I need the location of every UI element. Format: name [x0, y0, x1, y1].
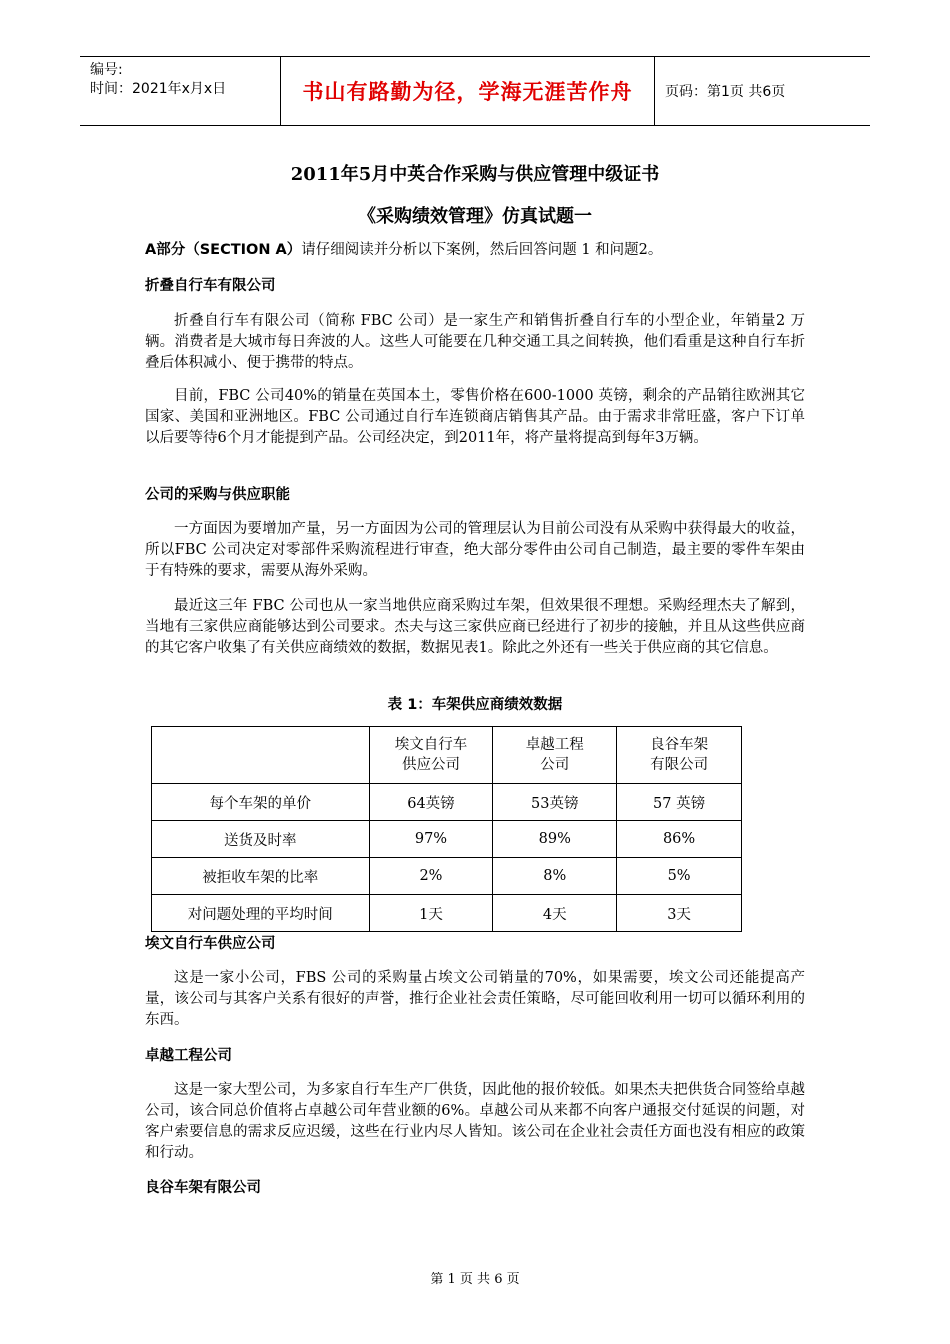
table-corner-cell	[152, 727, 370, 784]
aiwen-paragraph: 这是一家小公司，FBS 公司的采购量占埃文公司销量的70%，如果需要，埃文公司还能提高产量，该公司与其客户关系有很好的声誉，推行企业社会责任策略，尽可能回收利用一切可以循环利用的东西。	[145, 970, 805, 1028]
doc-title: 2011年5月中英合作采购与供应管理中级证书	[290, 164, 660, 185]
doc-time-label: 时间：2021年x月x日	[90, 81, 227, 97]
supplier-name-line: 埃文自行车	[394, 737, 468, 753]
table-cell: 86%	[617, 821, 742, 858]
company-heading: 折叠自行车有限公司	[145, 278, 276, 294]
procurement-paragraph-2: 最近这三年 FBC 公司也从一家当地供应商采购过车架，但效果很不理想。采购经理杰夫了解到，当地有三家供应商能够达到公司要求。杰夫与这三家供应商已经进行了初步的接触，并且从这些供应商的其它客户收集了有关供应商绩效的数据，数据见表1。除此之外还有一些关于供应商的其它信息。	[145, 598, 805, 656]
section-label: A部分（SECTION A）	[145, 242, 302, 258]
supplier-name-line: 有限公司	[650, 757, 709, 773]
zhuoyue-paragraph: 这是一家大型公司，为多家自行车生产厂供货，因此他的报价较低。如果杰夫把供货合同签给卓越公司，该合同总价值将占卓越公司年营业额的6%。卓越公司从来都不向客户通报交付延误的问题，对客户索要信息的需求反应迟缓，这些在行业内尽人皆知。该公司在企业社会责任方面也没有相应的政策和行动。	[145, 1082, 805, 1161]
aiwen-heading: 埃文自行车供应公司	[145, 936, 276, 952]
row-label: 送货及时率	[152, 821, 370, 858]
table-cell: 64英镑	[369, 784, 493, 821]
company-paragraph-2: 目前，FBC 公司40%的销量在英国本土，零售价格在600-1000 英镑，剩余的产品销往欧洲其它国家、美国和亚洲地区。FBC 公司通过自行车连锁商店销售其产品。由于需求非常旺盛，客户下订单以后要等待6个月才能提到产品。公司经决定，到2011年，将产量将提高到每年3万辆。	[145, 388, 805, 446]
table-header-row	[152, 727, 742, 784]
table-cell: 3天	[617, 895, 742, 932]
doc-subtitle: 《采购绩效管理》仿真试题一	[358, 206, 592, 227]
table-caption: 表 1：车架供应商绩效数据	[387, 697, 563, 713]
table-cell: 57 英镑	[617, 784, 742, 821]
table-row	[152, 821, 742, 858]
header-meta	[80, 57, 280, 125]
table-header-cell	[369, 727, 493, 784]
table-cell: 5%	[617, 858, 742, 895]
row-label: 每个车架的单价	[152, 784, 370, 821]
table-cell: 2%	[369, 858, 493, 895]
zhuoyue-heading: 卓越工程公司	[145, 1048, 232, 1064]
page-footer: 第 1 页 共 6 页	[430, 1272, 520, 1287]
table-row	[152, 784, 742, 821]
supplier-name-line: 公司	[540, 757, 570, 773]
section-intro	[145, 240, 805, 261]
row-label: 被拒收车架的比率	[152, 858, 370, 895]
page-header	[80, 56, 870, 126]
row-label: 对问题处理的平均时间	[152, 895, 370, 932]
table-cell: 4天	[493, 895, 617, 932]
table-cell: 53英镑	[493, 784, 617, 821]
header-page-info: 页码：第1页 共6页	[665, 84, 786, 100]
table-header-cell	[617, 727, 742, 784]
table-cell: 97%	[369, 821, 493, 858]
supplier-name-line: 供应公司	[401, 757, 460, 773]
supplier-performance-table	[151, 726, 742, 932]
supplier-name-line: 卓越工程	[525, 737, 584, 753]
table-header-cell	[493, 727, 617, 784]
table-cell: 89%	[493, 821, 617, 858]
header-motto: 书山有路勤为径，学海无涯苦作舟	[280, 57, 655, 125]
lianggu-heading: 良谷车架有限公司	[145, 1180, 261, 1196]
company-paragraph-1: 折叠自行车有限公司（简称 FBC 公司）是一家生产和销售折叠自行车的小型企业，年销量2 万辆。消费者是大城市每日奔波的人。这些人可能要在几种交通工具之间转换，他们看重是这种自行车折叠后体积减小、便于携带的特点。	[145, 313, 805, 371]
table-row	[152, 895, 742, 932]
supplier-name-line: 良谷车架	[650, 737, 709, 753]
table-row	[152, 858, 742, 895]
table-cell: 1天	[369, 895, 493, 932]
table-cell: 8%	[493, 858, 617, 895]
section-instruction: 请仔细阅读并分析以下案例，然后回答问题 1 和问题2。	[301, 242, 663, 258]
procurement-paragraph-1: 一方面因为要增加产量，另一方面因为公司的管理层认为目前公司没有从采购中获得最大的收益，所以FBC 公司决定对零部件采购流程进行审查，绝大部分零件由公司自己制造，最主要的零件车架由于有特殊的要求，需要从海外采购。	[145, 521, 805, 579]
doc-number-label: 编号:	[90, 62, 123, 78]
procurement-heading: 公司的采购与供应职能	[145, 487, 290, 503]
